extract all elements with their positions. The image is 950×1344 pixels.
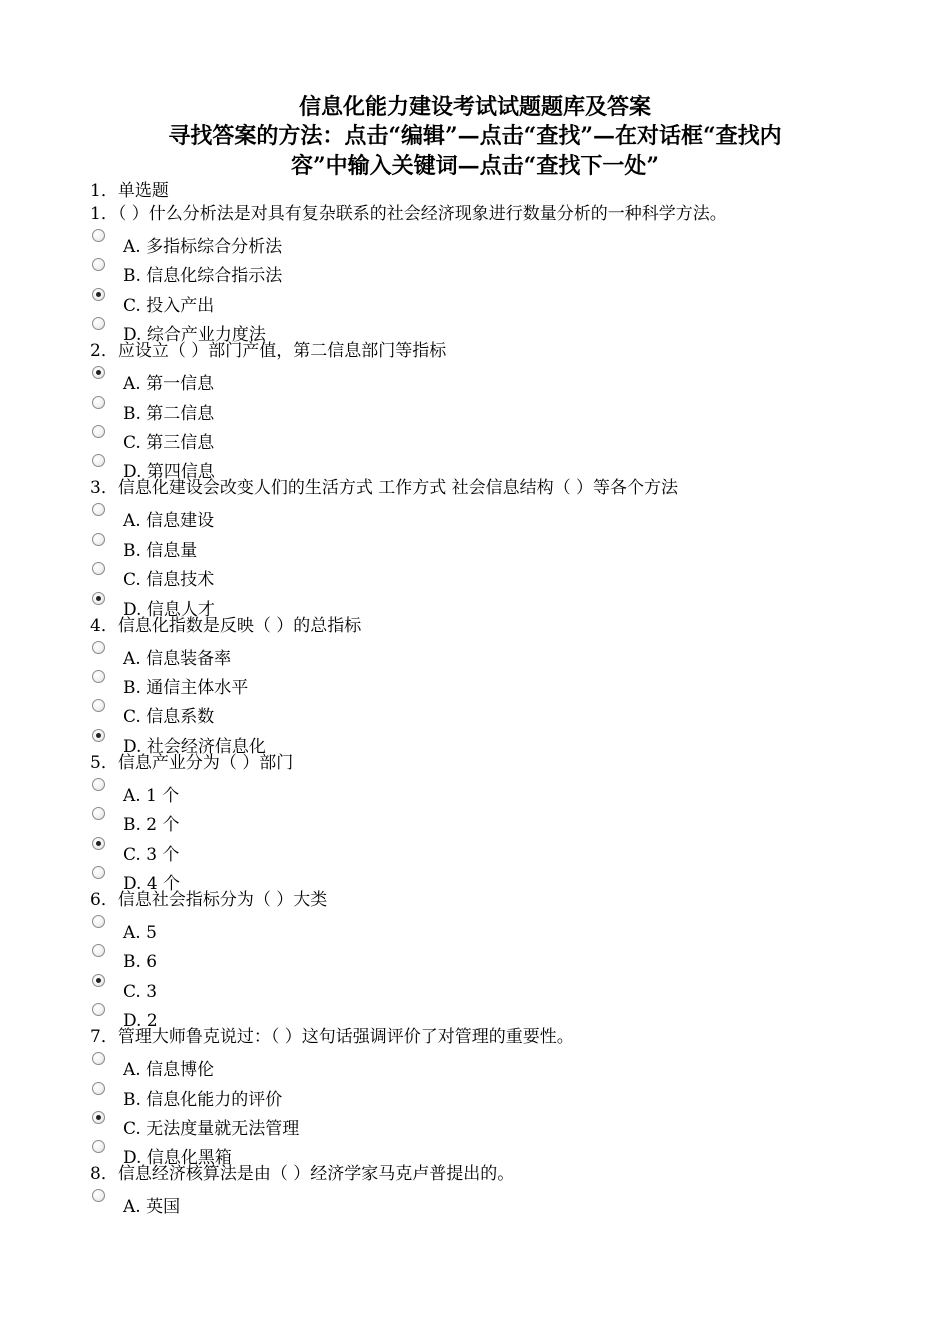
radio-unselected-icon[interactable] — [92, 670, 105, 683]
option-label: A. 信息装备率 — [123, 648, 232, 669]
option-label: B. 信息量 — [123, 540, 198, 561]
option-label: D. 信息人才 — [123, 599, 215, 620]
option-label: D. 4 个 — [123, 874, 181, 894]
radio-unselected-icon[interactable] — [92, 699, 105, 712]
search-instructions — [60, 121, 890, 181]
option-label: A. 信息博伦 — [123, 1060, 215, 1081]
option-label: A. 英国 — [123, 1197, 181, 1218]
radio-unselected-icon[interactable] — [92, 641, 105, 654]
radio-selected-icon[interactable] — [92, 974, 105, 987]
radio-unselected-icon[interactable] — [92, 258, 105, 271]
question-text: 7．管理大师鲁克说过：（ ）这句话强调评价了对管理的重要性。 — [90, 1027, 574, 1048]
radio-unselected-icon[interactable] — [92, 562, 105, 575]
option-label: B. 6 — [123, 952, 158, 973]
option-label: C. 信息系数 — [123, 707, 215, 728]
radio-unselected-icon[interactable] — [92, 778, 105, 791]
radio-selected-icon[interactable] — [92, 729, 105, 742]
radio-unselected-icon[interactable] — [92, 396, 105, 409]
option-label: A. 信息建设 — [123, 511, 215, 532]
question-text: 1．（ ）什么分析法是对具有复杂联系的社会经济现象进行数量分析的一种科学方法。 — [90, 204, 727, 224]
question-text: 6．信息社会指标分为（ ）大类 — [90, 890, 328, 910]
radio-unselected-icon[interactable] — [92, 503, 105, 516]
radio-unselected-icon[interactable] — [92, 866, 105, 879]
option-label: C. 3 — [123, 981, 158, 1002]
option-label: A. 1 个 — [123, 785, 180, 806]
radio-unselected-icon[interactable] — [92, 944, 105, 957]
radio-selected-icon[interactable] — [92, 1111, 105, 1124]
option-label: D. 第四信息 — [123, 462, 215, 483]
radio-unselected-icon[interactable] — [92, 1052, 105, 1065]
option-label: B. 通信主体水平 — [123, 678, 249, 698]
radio-selected-icon[interactable] — [92, 366, 105, 379]
option-label: D. 社会经济信息化 — [123, 736, 266, 757]
option-label: B. 信息化综合指示法 — [123, 266, 283, 287]
option-label: A. 5 — [123, 923, 157, 943]
instructions-line-2: 容”中输入关键词—点击“查找下一处” — [291, 153, 659, 179]
radio-unselected-icon[interactable] — [92, 425, 105, 438]
radio-unselected-icon[interactable] — [92, 1003, 105, 1016]
radio-selected-icon[interactable] — [92, 288, 105, 301]
radio-unselected-icon[interactable] — [92, 1140, 105, 1153]
option-label: A. 多指标综合分析法 — [123, 237, 283, 257]
radio-unselected-icon[interactable] — [92, 454, 105, 467]
radio-unselected-icon[interactable] — [92, 533, 105, 546]
option-label: C. 无法度量就无法管理 — [123, 1119, 300, 1139]
radio-unselected-icon[interactable] — [92, 229, 105, 242]
option-label: B. 信息化能力的评价 — [123, 1089, 283, 1110]
option-label: A. 第一信息 — [123, 374, 215, 395]
option-label: C. 信息技术 — [123, 570, 215, 591]
instructions-line-1: 寻找答案的方法：点击“编辑”—点击“查找”—在对话框“查找内 — [168, 123, 782, 149]
question-text: 8．信息经济核算法是由（ ）经济学家马克卢普提出的。 — [90, 1164, 515, 1185]
option-label: B. 第二信息 — [123, 403, 215, 424]
document-title: 信息化能力建设考试试题题库及答案 — [298, 94, 651, 120]
question-text: 2．应设立（ ）部门产值，第二信息部门等指标 — [90, 341, 447, 362]
radio-unselected-icon[interactable] — [92, 1082, 105, 1095]
radio-unselected-icon[interactable] — [92, 1189, 105, 1202]
option-label: C. 投入产出 — [123, 295, 215, 316]
radio-unselected-icon[interactable] — [92, 317, 105, 330]
question-text: 3．信息化建设会改变人们的生活方式 工作方式 社会信息结构（ ）等各个方法 — [90, 478, 679, 499]
option-label: C. 第三信息 — [123, 433, 215, 453]
radio-unselected-icon[interactable] — [92, 915, 105, 928]
radio-unselected-icon[interactable] — [92, 807, 105, 820]
radio-selected-icon[interactable] — [92, 592, 105, 605]
radio-selected-icon[interactable] — [92, 837, 105, 850]
section-heading: 1．单选题 — [90, 181, 169, 201]
question-text: 4．信息化指数是反映（ ）的总指标 — [90, 615, 362, 636]
option-label: B. 2 个 — [123, 815, 180, 836]
option-label: D. 信息化黑箱 — [123, 1148, 232, 1169]
option-label: D. 综合产业力度法 — [123, 325, 266, 346]
option-label: C. 3 个 — [123, 844, 180, 865]
option-label: D. 2 — [123, 1011, 158, 1032]
question-text: 5．信息产业分为（ ）部门 — [90, 752, 294, 773]
